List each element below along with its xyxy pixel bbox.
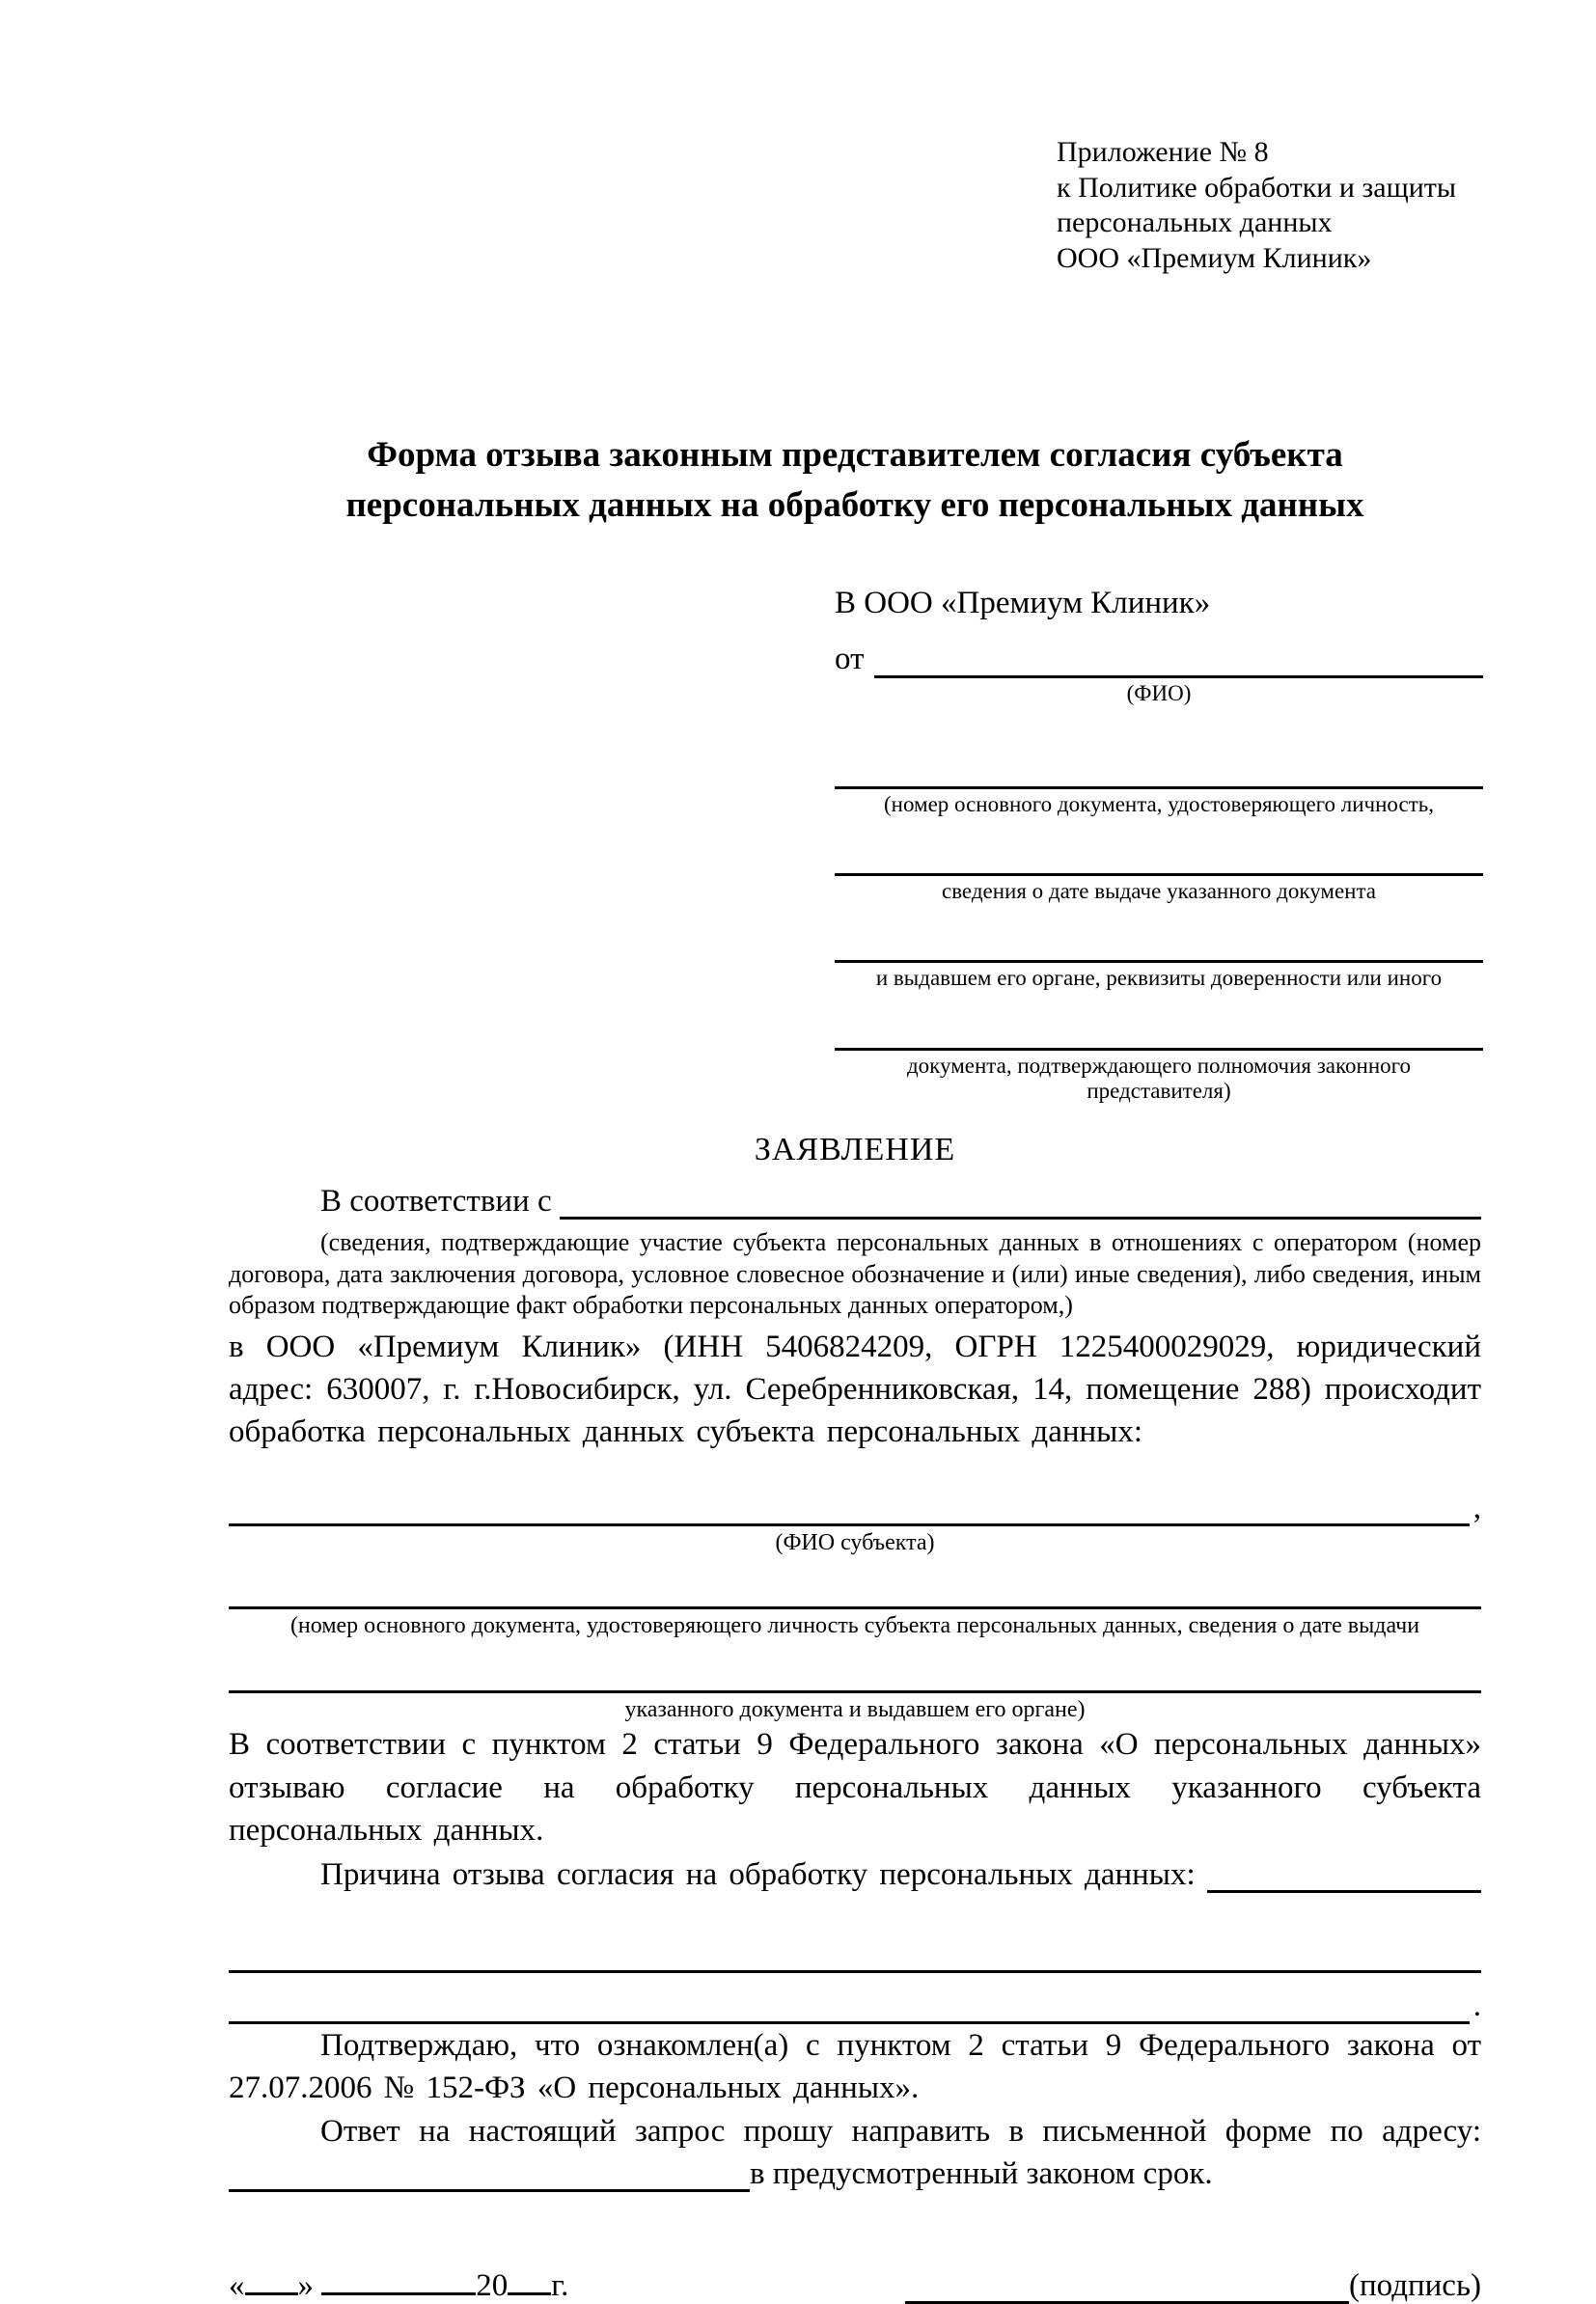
caption-doc-issue-date: сведения о дате выдаче указанного документа bbox=[941, 879, 1377, 904]
reason-prefix: Причина отзыва согласия на обработку персональных данных: bbox=[320, 1857, 1196, 1893]
caption-subject-doc-1: (номер основного документа, удостоверяющего личность субъекта персональных данных, сведения о дате выдачи bbox=[289, 1613, 1420, 1639]
trailing-period: . bbox=[1472, 1989, 1481, 2024]
date-month-blank bbox=[321, 2260, 476, 2295]
reply-row-2 bbox=[229, 2153, 1481, 2192]
appendix-block bbox=[1057, 135, 1481, 276]
subject-fio-blank-line bbox=[229, 1487, 1470, 1526]
form-title: Форма отзыва законным представителем согласия субъекта персональных данных на обработку его персональных данных bbox=[345, 435, 1364, 526]
operator-paragraph: в ООО «Премиум Клиник» (ИНН 5406824209, ОГРН 1225400029029, юридический адрес: 630007, г. г.Новосибирск, ул. Серебренниковская, 14, помещение 288) происходит обработка персональных данных субъекта персональных данных: bbox=[229, 1330, 1481, 1450]
date-year-suffix: г. bbox=[551, 2267, 569, 2303]
caption-doc-number: (номер основного документа, удостоверяющего личность, bbox=[883, 791, 1434, 816]
from-label: от bbox=[835, 641, 865, 676]
reason-row bbox=[229, 1853, 1481, 1893]
statement-heading: ЗАЯВЛЕНИЕ bbox=[754, 1131, 956, 1167]
withdraw-paragraph: В соответствии с пунктом 2 статьи 9 Федерального закона «О персональных данных» отзываю согласие на обработку персональных данных указанного субъекта персональных данных. bbox=[229, 1727, 1481, 1848]
date-year-prefix: 20 bbox=[476, 2267, 509, 2303]
addressee-company: В ООО «Премиум Клиник» bbox=[835, 585, 1211, 620]
doc-issue-date-blank-line bbox=[835, 835, 1483, 876]
explanatory-note: (сведения, подтверждающие участие субъекта персональных данных в отношениях с оператором (номер договора, дата заключения договора, условное словесное обозначение и (или) иные сведения), либо сведения, иным образом подтверждающие факт обработки персональных данных оператором,) bbox=[229, 1227, 1481, 1320]
reply-suffix: в предусмотренный законом срок. bbox=[750, 2155, 1213, 2191]
subject-doc-blank-line-2 bbox=[229, 1652, 1481, 1693]
signature-blank-line bbox=[905, 2264, 1349, 2304]
addressee-block bbox=[835, 585, 1483, 1105]
from-row bbox=[835, 641, 1483, 679]
date-year-blank bbox=[508, 2260, 551, 2295]
doc-issuer-blank-line bbox=[835, 921, 1483, 963]
reason-extra-row-2 bbox=[229, 1985, 1481, 2024]
date-day-blank bbox=[245, 2260, 298, 2295]
accordance-row bbox=[229, 1180, 1481, 1220]
date-open-quote: « bbox=[229, 2267, 245, 2303]
doc-authority-blank-line bbox=[835, 1009, 1483, 1051]
caption-doc-authority: документа, подтверждающего полномочия законного представителя) bbox=[906, 1053, 1411, 1104]
caption-doc-issuer: и выдавшем его органе, реквизиты доверенности или иного bbox=[875, 966, 1443, 991]
confirm-paragraph: Подтверждаю, что ознакомлен(а) с пунктом 2 статьи 9 Федерального закона от 27.07.2006 № 152-ФЗ «О персональных данных». bbox=[229, 2028, 1481, 2106]
appendix-line-2: к Политике обработки и защиты bbox=[1057, 171, 1457, 204]
reply-paragraph-line-1: Ответ на настоящий запрос прошу направить в письменной форме по адресу: bbox=[320, 2113, 1481, 2149]
doc-number-blank-line bbox=[835, 748, 1483, 789]
subject-doc-row-1 bbox=[229, 1568, 1481, 1609]
signature-field bbox=[905, 2264, 1481, 2304]
accordance-blank-line bbox=[560, 1180, 1481, 1220]
subject-doc-row-2 bbox=[229, 1652, 1481, 1693]
caption-subject-doc-2: указанного документа и выдавшем его органе) bbox=[624, 1696, 1086, 1722]
appendix-line-3: персональных данных bbox=[1057, 206, 1333, 239]
caption-fio: (ФИО) bbox=[1126, 681, 1192, 706]
appendix-line-1: Приложение № 8 bbox=[1057, 136, 1269, 168]
trailing-comma: , bbox=[1472, 1490, 1481, 1525]
accordance-prefix: В соответствии с bbox=[320, 1183, 552, 1219]
reason-blank-line bbox=[1207, 1853, 1481, 1893]
reply-address-blank-line bbox=[229, 2153, 750, 2192]
subject-doc-blank-line-1 bbox=[229, 1568, 1481, 1609]
caption-subject-fio: (ФИО субъекта) bbox=[775, 1529, 935, 1555]
subject-fio-row bbox=[229, 1487, 1481, 1526]
reason-extra-blank-line-1 bbox=[229, 1932, 1481, 1973]
appendix-line-4: ООО «Премиум Клиник» bbox=[1057, 241, 1372, 274]
date-close-quote: » bbox=[297, 2267, 314, 2303]
reason-extra-blank-line-2 bbox=[229, 1985, 1470, 2024]
from-blank-line bbox=[874, 641, 1484, 678]
date-field bbox=[229, 2260, 568, 2304]
footer-row bbox=[229, 2260, 1481, 2304]
signature-caption: (подпись) bbox=[1349, 2267, 1481, 2303]
